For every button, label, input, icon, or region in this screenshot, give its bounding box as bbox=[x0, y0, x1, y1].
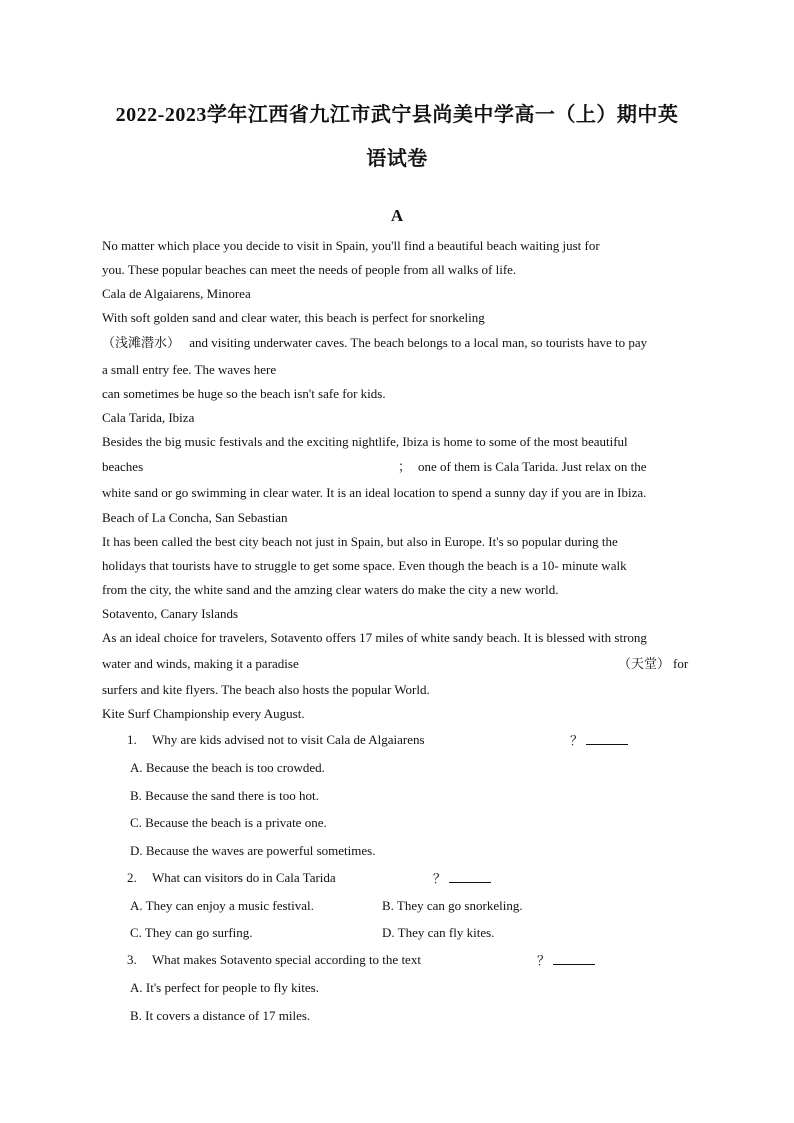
option-1c[interactable]: C. Because the beach is a private one. bbox=[130, 815, 327, 830]
paragraph-line: a small entry fee. The waves here bbox=[102, 362, 277, 377]
paragraph-text: and visiting underwater caves. The beach belongs to a local man, so tourists have to pay bbox=[189, 335, 648, 350]
paragraph-line: Kite Surf Championship every August. bbox=[102, 706, 305, 721]
paragraph-line: can sometimes be huge so the beach isn't safe for kids. bbox=[102, 386, 386, 401]
question-2-answer bbox=[433, 870, 491, 888]
paragraph-line: Besides the big music festivals and the exciting nightlife, Ibiza is home to some of the most beautiful bbox=[102, 434, 628, 449]
question-mark: ？ bbox=[570, 734, 584, 749]
question-mark: ？ bbox=[537, 954, 551, 969]
answer-blank[interactable] bbox=[449, 870, 491, 883]
paragraph-punct: ； bbox=[398, 459, 412, 474]
chinese-gloss: （浅滩潜水） bbox=[102, 335, 181, 350]
answer-blank[interactable] bbox=[553, 952, 595, 965]
paragraph-line: As an ideal choice for travelers, Sotavento offers 17 miles of white sandy beach. It is blessed with strong bbox=[102, 630, 647, 645]
question-3 bbox=[127, 952, 421, 968]
page-title-line1: 2022-2023学年江西省九江市武宁县尚美中学高一（上）期中英 bbox=[115, 104, 679, 126]
option-1a[interactable]: A. Because the beach is too crowded. bbox=[130, 760, 325, 775]
paragraph-line: from the city, the white sand and the amzing clear waters do make the city a new world. bbox=[102, 582, 559, 597]
paragraph-line: white sand or go swimming in clear water. It is an ideal location to spend a sunny day if you are in Ibiza. bbox=[102, 485, 647, 500]
question-1 bbox=[127, 732, 425, 748]
question-text: What makes Sotavento special according to the text bbox=[152, 952, 421, 967]
answer-blank[interactable] bbox=[586, 732, 628, 745]
question-3-answer bbox=[537, 952, 595, 970]
paragraph-line bbox=[102, 335, 647, 351]
option-3b[interactable]: B. It covers a distance of 17 miles. bbox=[130, 1008, 311, 1023]
page-title-line2: 语试卷 bbox=[366, 148, 428, 170]
question-mark: ？ bbox=[433, 872, 447, 887]
beach-heading-algaiarens: Cala de Algaiarens, Minorea bbox=[102, 286, 251, 301]
option-3a[interactable]: A. It's perfect for people to fly kites. bbox=[130, 980, 319, 995]
question-2 bbox=[127, 870, 336, 886]
question-1-answer bbox=[570, 732, 628, 750]
question-number: 1. bbox=[127, 732, 137, 747]
paragraph-line: With soft golden sand and clear water, this beach is perfect for snorkeling bbox=[102, 310, 485, 325]
paragraph-line: one of them is Cala Tarida. Just relax on the bbox=[418, 459, 647, 474]
paragraph-line: It has been called the best city beach not just in Spain, but also in Europe. It's so popular during the bbox=[102, 534, 618, 549]
question-text: Why are kids advised not to visit Cala de Algaiarens bbox=[152, 732, 425, 747]
option-2b[interactable]: B. They can go snorkeling. bbox=[382, 898, 523, 913]
option-1b[interactable]: B. Because the sand there is too hot. bbox=[130, 788, 319, 803]
paragraph-line: water and winds, making it a paradise bbox=[102, 656, 299, 671]
question-number: 2. bbox=[127, 870, 137, 885]
beach-heading-concha: Beach of La Concha, San Sebastian bbox=[102, 510, 288, 525]
chinese-gloss: （天堂） bbox=[618, 656, 671, 671]
option-2a[interactable]: A. They can enjoy a music festival. bbox=[130, 898, 314, 913]
paragraph-line: for bbox=[673, 656, 689, 671]
paragraph-line: holidays that tourists have to struggle to get some space. Even though the beach is a 10- minute walk bbox=[102, 558, 627, 573]
beach-heading-tarida: Cala Tarida, Ibiza bbox=[102, 410, 195, 425]
paragraph-line: surfers and kite flyers. The beach also hosts the popular World. bbox=[102, 682, 430, 697]
option-2d[interactable]: D. They can fly kites. bbox=[382, 925, 495, 940]
question-text: What can visitors do in Cala Tarida bbox=[152, 870, 336, 885]
option-1d[interactable]: D. Because the waves are powerful sometimes. bbox=[130, 843, 376, 858]
passage-intro-line1: No matter which place you decide to visit in Spain, you'll find a beautiful beach waiting just for bbox=[102, 238, 600, 253]
passage-intro-line2: you. These popular beaches can meet the needs of people from all walks of life. bbox=[102, 262, 517, 277]
option-2c[interactable]: C. They can go surfing. bbox=[130, 925, 253, 940]
beach-heading-sotavento: Sotavento, Canary Islands bbox=[102, 606, 239, 621]
section-heading: A bbox=[390, 206, 404, 225]
question-number: 3. bbox=[127, 952, 137, 967]
paragraph-line: beaches bbox=[102, 459, 144, 474]
